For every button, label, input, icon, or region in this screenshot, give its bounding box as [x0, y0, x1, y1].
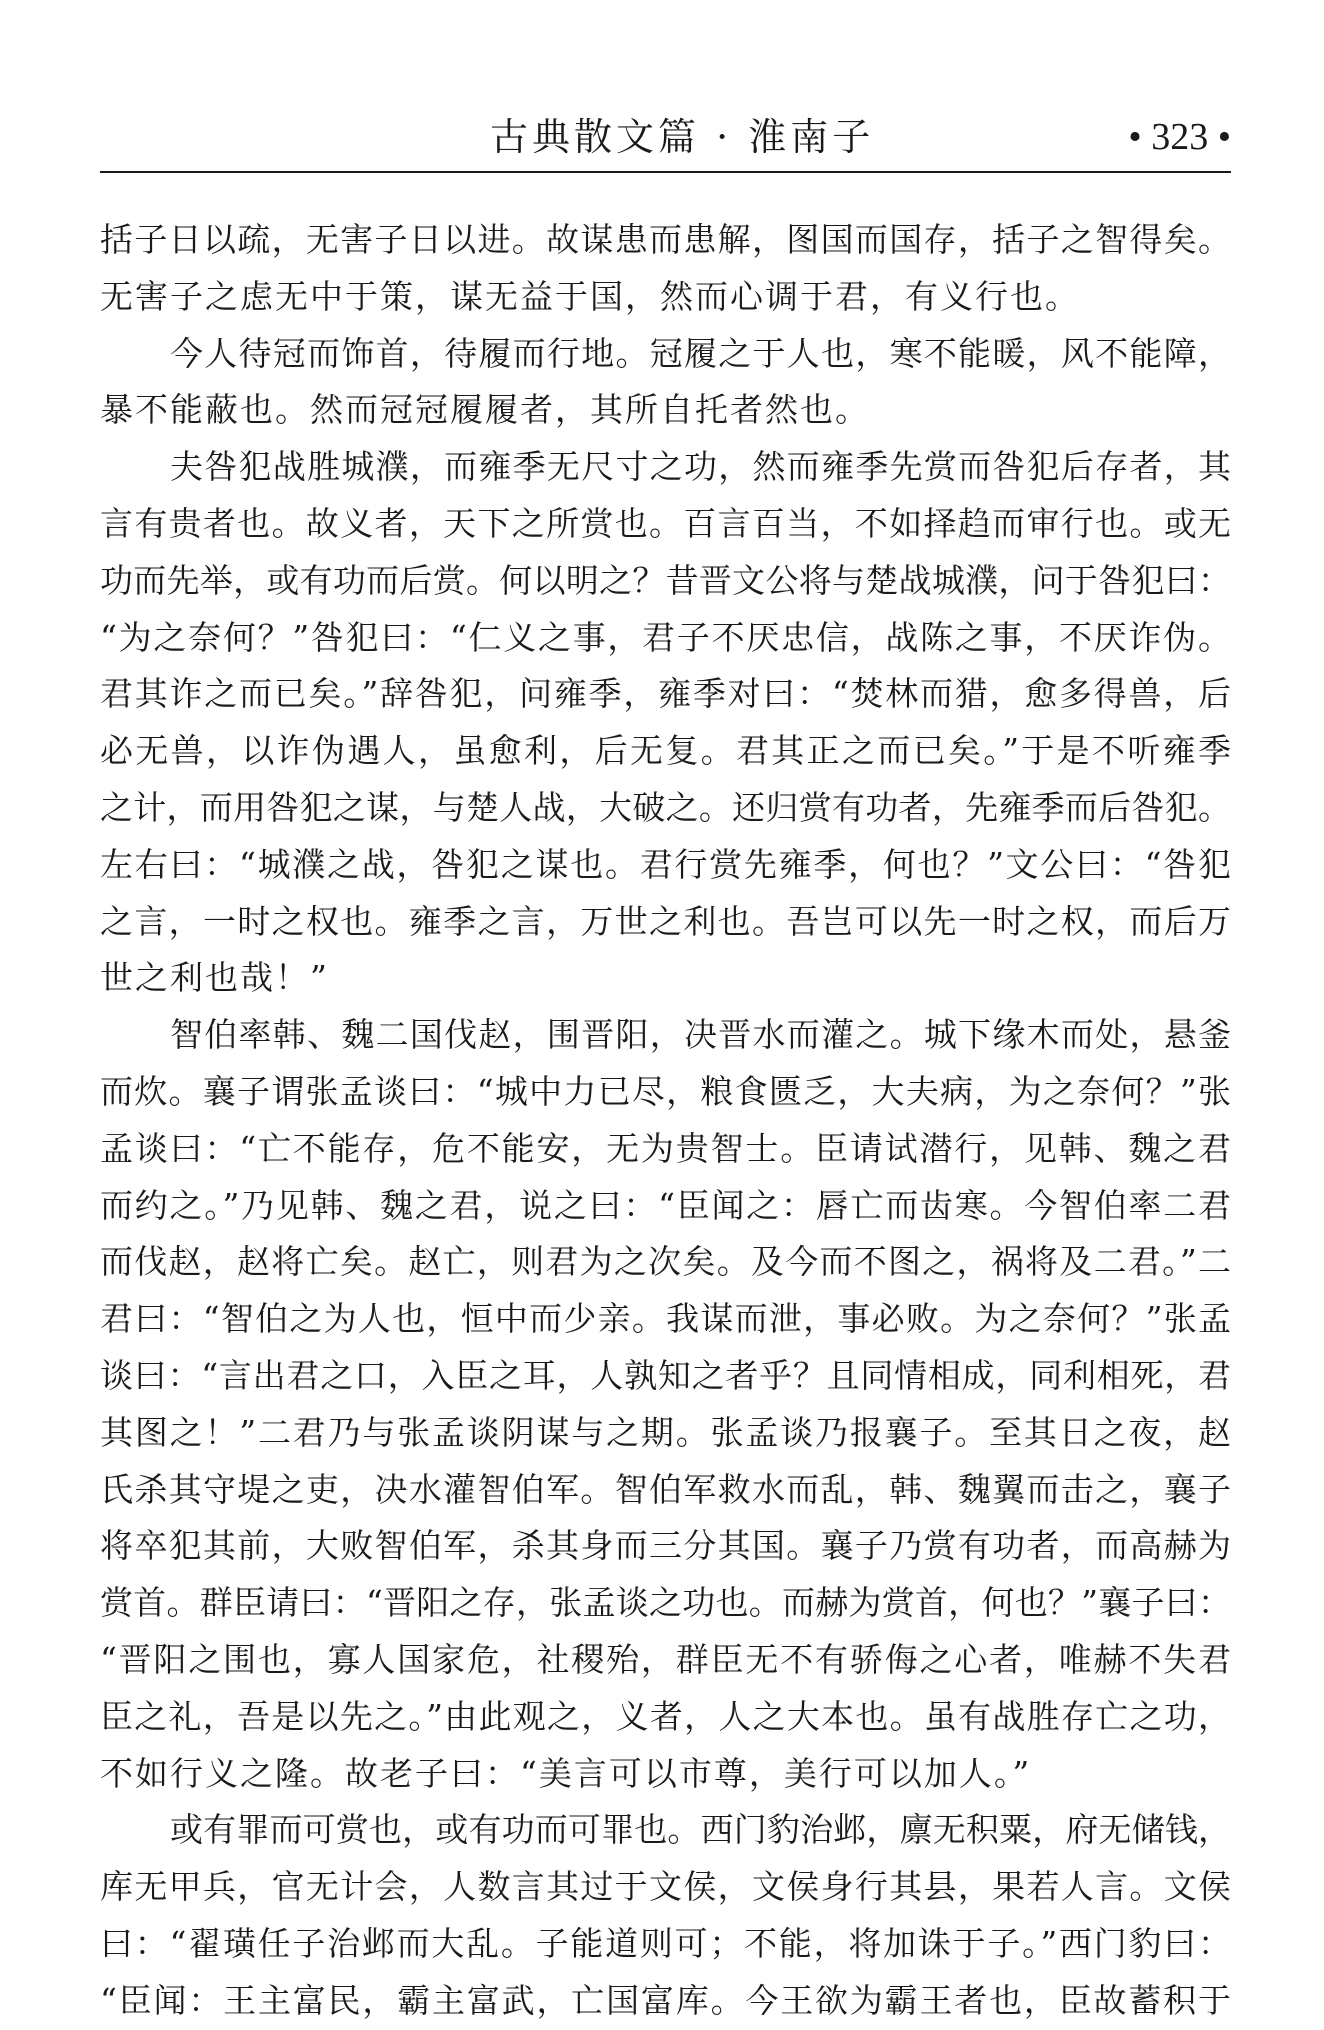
text-line: 谈曰：“言出君之口，入臣之耳，人孰知之者乎？且同情相成，同利相死，君: [100, 1355, 1231, 1395]
text-line: 之计，而用咎犯之谋，与楚人战，大破之。还归赏有功者，先雍季而后咎犯。: [100, 787, 1231, 827]
text-line: 必无兽，以诈伪遇人，虽愈利，后无复。君其正之而已矣。”于是不听雍季: [100, 731, 1231, 771]
text-line: 不如行义之隆。故老子曰：“美言可以市尊，美行可以加人。”: [100, 1753, 1032, 1793]
paragraph-first-line: 今人待冠而饰首，待履而行地。冠履之于人也，寒不能暖，风不能障，: [170, 333, 1231, 373]
text-line: 赏首。群臣请曰：“晋阳之存，张孟谈之功也。而赫为赏首，何也？”襄子曰：: [100, 1583, 1231, 1623]
paragraph-first-line: 或有罪而可赏也，或有功而可罪也。西门豹治邺，廪无积粟，府无储钱，: [170, 1810, 1231, 1850]
paragraph-first-line: 夫咎犯战胜城濮，而雍季无尺寸之功，然而雍季先赏而咎犯后存者，其: [170, 447, 1231, 487]
text-line: 氏杀其守堤之吏，决水灌智伯军。智伯军救水而乱，韩、魏翼而击之，襄子: [100, 1469, 1231, 1509]
text-line: 君曰：“智伯之为人也，恒中而少亲。我谋而泄，事必败。为之奈何？”张孟: [100, 1299, 1231, 1339]
text-line: 括子日以疏，无害子日以进。故谋患而患解，图国而国存，括子之智得矣。: [100, 220, 1231, 259]
running-header: [100, 108, 1231, 170]
text-line: 之言，一时之权也。雍季之言，万世之利也。吾岂可以先一时之权，而后万: [100, 901, 1231, 941]
text-line: 暴不能蔽也。然而冠冠履履者，其所自托者然也。: [100, 390, 870, 430]
paragraph-first-line: 智伯率韩、魏二国伐赵，围晋阳，决晋水而灌之。城下缘木而处，悬釜: [170, 1015, 1231, 1055]
text-line: 左右曰：“城濮之战，咎犯之谋也。君行赏先雍季，何也？”文公曰：“咎犯: [100, 844, 1231, 884]
text-line: 臣之礼，吾是以先之。”由此观之，义者，人之大本也。虽有战胜存亡之功，: [100, 1696, 1231, 1736]
text-line: 而伐赵，赵将亡矣。赵亡，则君为之次矣。及今而不图之，祸将及二君。”二: [100, 1242, 1231, 1282]
body-text: [100, 212, 1231, 2030]
text-line: 无害子之虑无中于策，谋无益于国，然而心调于君，有义行也。: [100, 276, 1080, 316]
header-rule: [100, 171, 1231, 173]
text-line: “为之奈何？”咎犯曰：“仁义之事，君子不厌忠信，战陈之事，不厌诈伪。: [100, 617, 1231, 657]
text-line: 言有贵者也。故义者，天下之所赏也。百言百当，不如择趋而审行也。或无: [100, 503, 1231, 543]
text-line: 而炊。襄子谓张孟谈曰：“城中力已尽，粮食匮乏，大夫病，为之奈何？”张: [100, 1071, 1231, 1111]
text-line: 其图之！”二君乃与张孟谈阴谋与之期。张孟谈乃报襄子。至其日之夜，赵: [100, 1412, 1231, 1452]
text-line: 世之利也哉！”: [100, 958, 329, 998]
text-line: 库无甲兵，官无计会，人数言其过于文侯，文侯身行其县，果若人言。文侯: [100, 1867, 1231, 1907]
text-line: 而约之。”乃见韩、魏之君，说之曰：“臣闻之：唇亡而齿寒。今智伯率二君: [100, 1185, 1231, 1225]
header-title: 古典散文篇 · 淮南子: [490, 115, 875, 159]
text-line: 孟谈曰：“亡不能存，危不能安，无为贵智士。臣请试潜行，见韩、魏之君: [100, 1128, 1231, 1168]
text-line: “晋阳之围也，寡人国家危，社稷殆，群臣无不有骄侮之心者，唯赫不失君: [100, 1639, 1231, 1679]
text-line: 将卒犯其前，大败智伯军，杀其身而三分其国。襄子乃赏有功者，而高赫为: [100, 1526, 1231, 1566]
page-number: • 323 •: [1128, 116, 1231, 158]
text-line: “臣闻：王主富民，霸主富武，亡国富库。今王欲为霸王者也，臣故蓄积于: [100, 1980, 1231, 2020]
text-line: 功而先举，或有功而后赏。何以明之？昔晋文公将与楚战城濮，问于咎犯曰：: [100, 560, 1231, 600]
text-line: 曰：“翟璜任子治邺而大乱。子能道则可；不能，将加诛于子。”西门豹曰：: [100, 1923, 1231, 1963]
text-line: 君其诈之而已矣。”辞咎犯，问雍季，雍季对曰：“焚林而猎，愈多得兽，后: [100, 674, 1231, 714]
